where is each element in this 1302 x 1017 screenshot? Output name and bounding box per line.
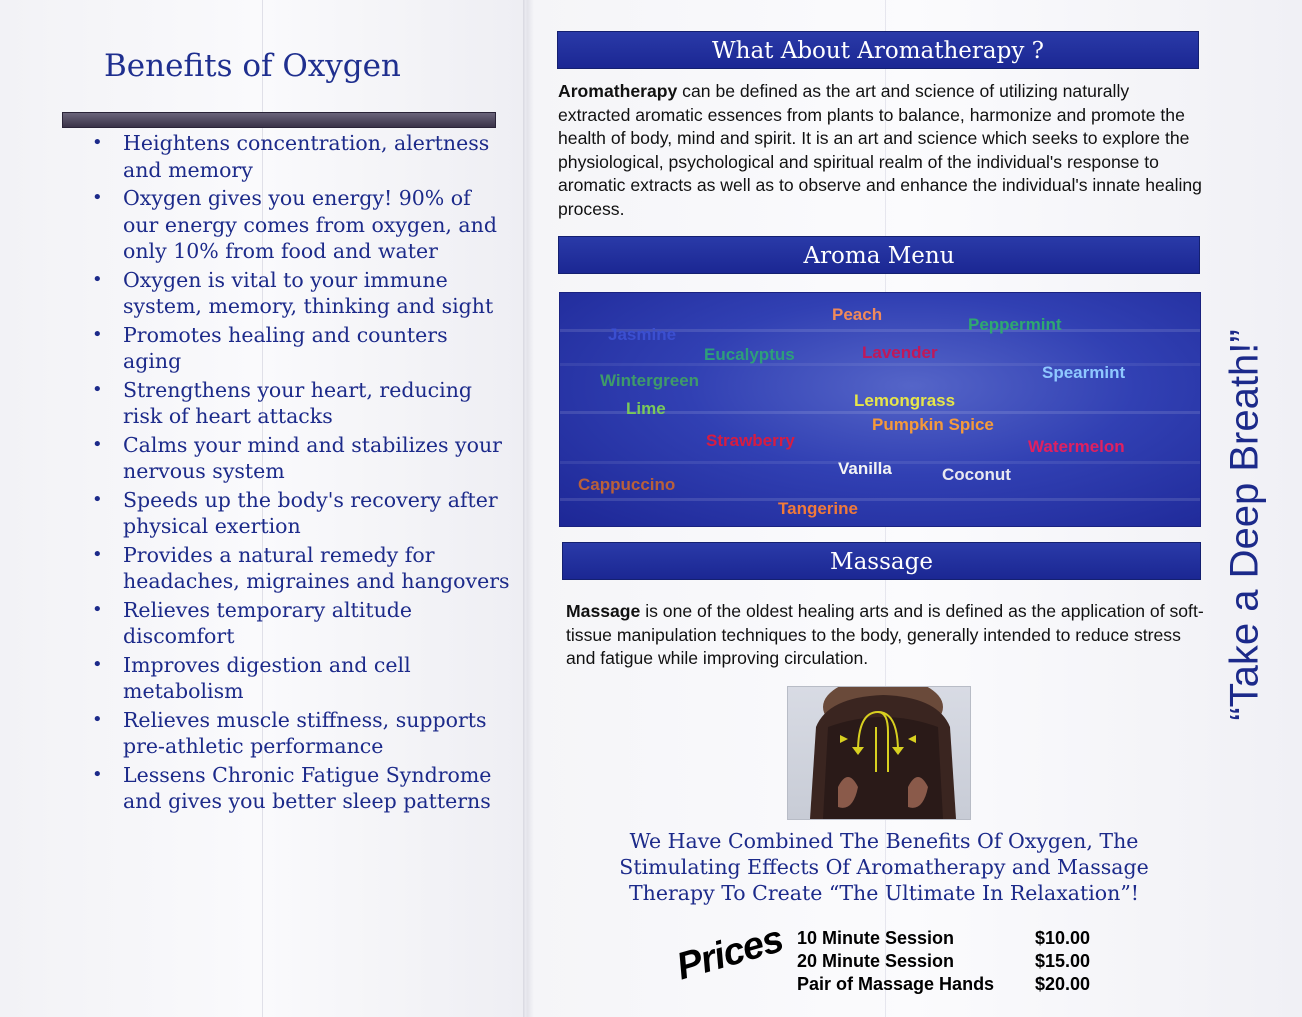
price-amount: $20.00 xyxy=(1035,974,1091,994)
bullet-icon: • xyxy=(92,543,103,565)
benefit-text: Lessens Chronic Fatigue Syndrome and gives you better sleep patterns xyxy=(123,762,492,813)
massage-header: Massage xyxy=(562,542,1201,580)
bullet-icon: • xyxy=(92,433,103,455)
bullet-icon: • xyxy=(92,378,103,400)
massage-text: is one of the oldest healing arts and is defined as the application of soft-tissue manipulation techniques to the body, generally intended to reduce stress and fatigue while improving circulation. xyxy=(566,601,1204,668)
bullet-icon: • xyxy=(92,187,103,208)
aroma-item: Wintergreen xyxy=(600,371,700,390)
benefit-item xyxy=(92,487,512,540)
benefit-text: Oxygen gives you energy! 90% of our energy comes from oxygen, and only 10% from food and water xyxy=(123,186,497,263)
benefit-item xyxy=(92,707,512,760)
benefit-item xyxy=(92,185,512,265)
benefit-item xyxy=(92,652,512,705)
aroma-item: Lavender xyxy=(862,343,938,362)
aroma-item: Coconut xyxy=(942,465,1011,484)
aroma-item: Strawberry xyxy=(706,431,795,450)
aroma-item: Lemongrass xyxy=(854,391,956,410)
benefit-text: Strengthens your heart, reducing risk of heart attacks xyxy=(123,377,473,428)
price-label: 20 Minute Session xyxy=(797,951,955,971)
aroma-item: Tangerine xyxy=(778,499,858,518)
benefit-item xyxy=(92,377,512,430)
prices-heading: Prices xyxy=(672,918,788,989)
benefit-text: Speeds up the body's recovery after physical exertion xyxy=(123,487,498,538)
aroma-menu-panel xyxy=(559,292,1201,527)
aroma-item: Cappuccino xyxy=(578,475,676,494)
aroma-item: Lime xyxy=(626,399,666,418)
price-row xyxy=(797,951,1097,973)
aroma-item: Peppermint xyxy=(968,315,1062,334)
aroma-item: Jasmine xyxy=(608,325,677,344)
aromatherapy-text: can be defined as the art and science of utilizing naturally extracted aromatic essences from plants to balance, harmonize and promote the health of body, mind and spirit. It is an art and science which seeks to explore the physiological, psychological and spiritual realm of the individual's response to aromatic extracts as well as to observe and enhance the individual's innate healing process. xyxy=(558,81,1202,219)
combined-statement: We Have Combined The Benefits Of Oxygen, The Stimulating Effects Of Aromatherapy and Massage Therapy To Create “The Ultimate In Relaxation”! xyxy=(619,829,1149,905)
aroma-item: Spearmint xyxy=(1042,363,1126,382)
benefit-text: Calms your mind and stabilizes your nervous system xyxy=(123,432,502,483)
benefit-text: Relieves muscle stiffness, supports pre-athletic performance xyxy=(123,707,487,758)
benefit-text: Provides a natural remedy for headaches, migraines and hangovers xyxy=(123,542,510,593)
price-amount: $15.00 xyxy=(1035,951,1091,971)
massage-photo xyxy=(787,686,971,820)
benefit-text: Improves digestion and cell metabolism xyxy=(123,652,411,703)
aroma-item: Eucalyptus xyxy=(704,345,795,364)
bullet-icon: • xyxy=(92,708,103,730)
benefit-item xyxy=(92,322,512,375)
benefit-item xyxy=(92,762,512,815)
massage-term: Massage xyxy=(566,601,641,621)
bullet-icon: • xyxy=(92,488,103,510)
price-row xyxy=(797,974,1097,996)
bullet-icon: • xyxy=(92,268,103,290)
title-divider-bar xyxy=(62,112,496,128)
benefits-list xyxy=(92,130,512,817)
price-label: 10 Minute Session xyxy=(797,928,955,948)
aroma-menu-header: Aroma Menu xyxy=(558,236,1200,274)
benefits-title: Benefits of Oxygen xyxy=(104,48,401,84)
aromatherapy-header: What About Aromatherapy ? xyxy=(557,31,1199,69)
massage-paragraph xyxy=(566,600,1206,671)
bullet-icon: • xyxy=(92,132,103,153)
benefit-text: Oxygen is vital to your immune system, memory, thinking and sight xyxy=(123,267,494,318)
price-amount: $10.00 xyxy=(1035,928,1091,948)
benefit-text: Promotes healing and counters aging xyxy=(123,322,448,373)
aroma-item: Peach xyxy=(832,305,883,324)
aroma-item: Vanilla xyxy=(838,459,892,478)
benefit-text: Heightens concentration, alertness and memory xyxy=(123,131,490,182)
benefit-text: Relieves temporary altitude discomfort xyxy=(123,597,413,648)
aromatherapy-paragraph xyxy=(558,80,1206,221)
bullet-icon: • xyxy=(92,653,103,675)
benefit-item xyxy=(92,542,512,595)
benefit-item xyxy=(92,267,512,320)
price-row xyxy=(797,928,1097,950)
benefit-item xyxy=(92,130,512,183)
bullet-icon: • xyxy=(92,763,103,785)
benefit-item xyxy=(92,432,512,485)
benefit-item xyxy=(92,597,512,650)
aromatherapy-term: Aromatherapy xyxy=(558,81,678,101)
bullet-icon: • xyxy=(92,323,103,345)
tagline-text: “Take a Deep Breath!” xyxy=(1222,329,1267,721)
center-fold xyxy=(523,0,526,1017)
aroma-item: Watermelon xyxy=(1028,437,1125,456)
aroma-item: Pumpkin Spice xyxy=(872,415,994,434)
bullet-icon: • xyxy=(92,598,103,620)
price-label: Pair of Massage Hands xyxy=(797,974,995,994)
